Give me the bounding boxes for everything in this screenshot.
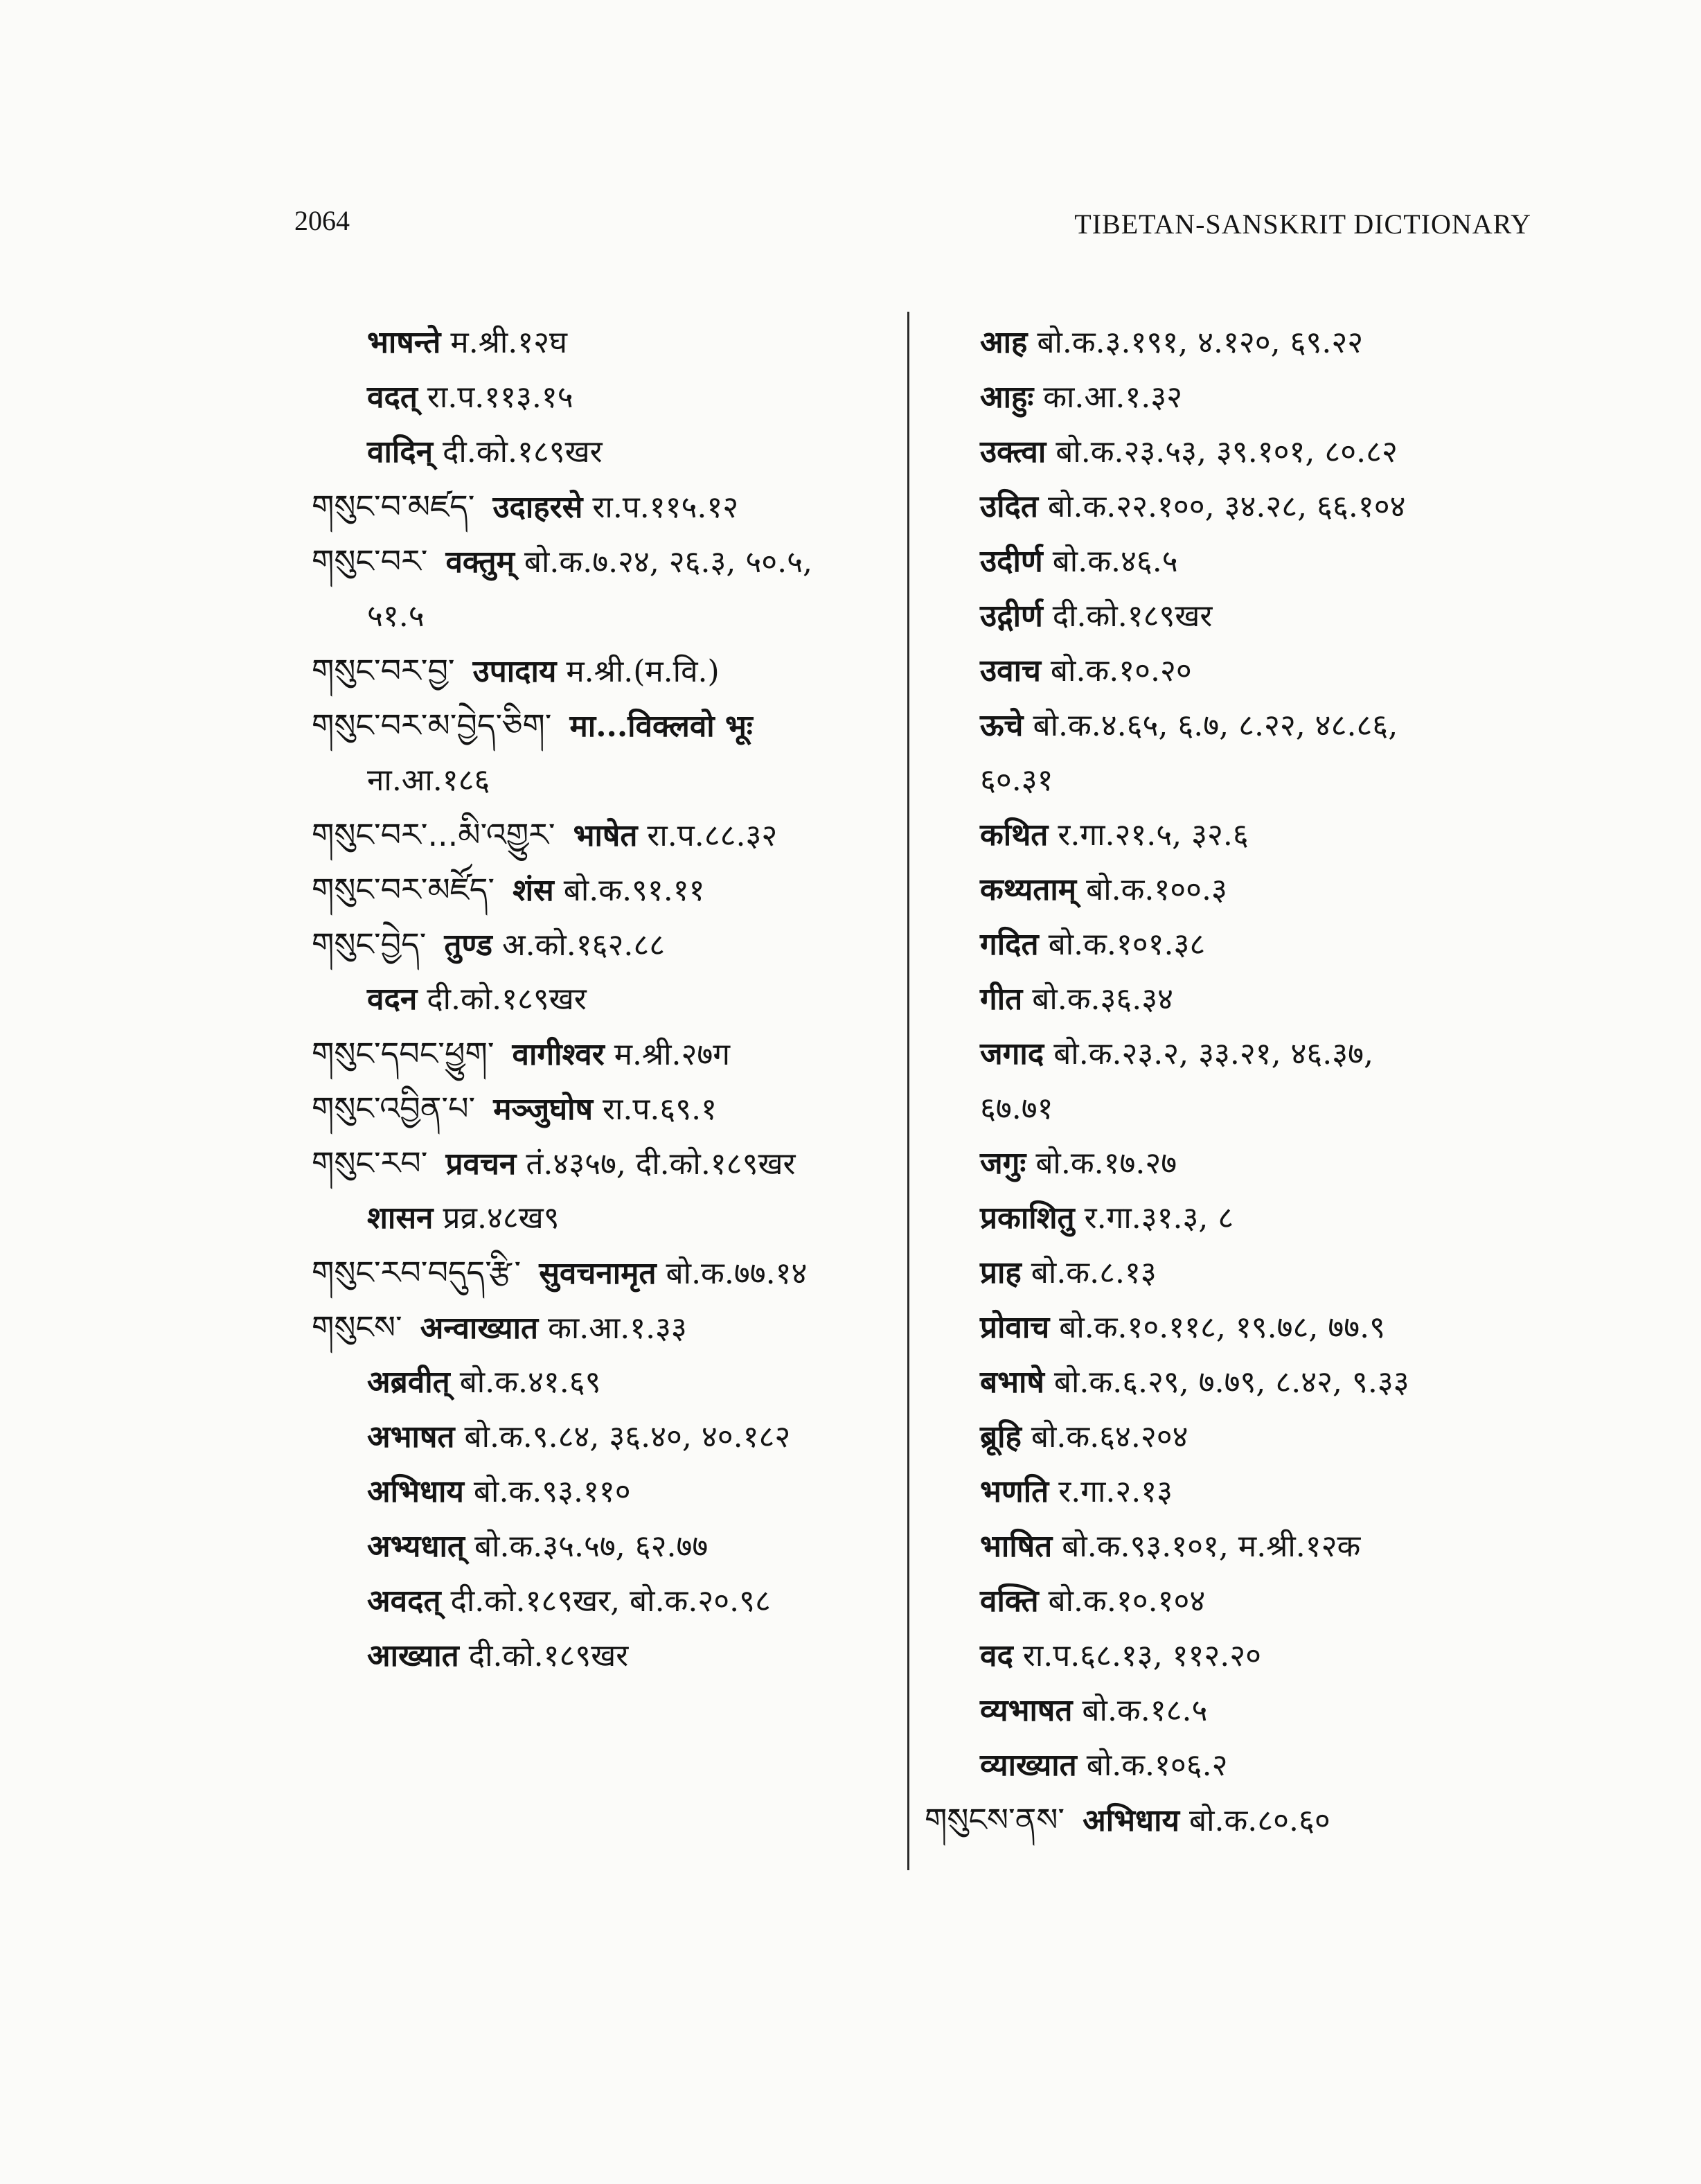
dictionary-entry-line — [925, 534, 1534, 589]
source-reference: रा.प.६८.१३, ११२.२० — [1022, 1638, 1262, 1673]
source-reference: बो.क.२२.१००, ३४.२८, ६६.१०४ — [1047, 489, 1406, 524]
sanskrit-headword: अभ्यधात् — [367, 1529, 465, 1564]
source-reference: बो.क.१०.११८, १९.७८, ७७.९ — [1059, 1310, 1385, 1345]
dictionary-entry-line — [925, 1628, 1534, 1683]
sanskrit-headword: गदित — [980, 927, 1039, 962]
dictionary-entry-line — [312, 753, 900, 808]
column-divider — [907, 312, 909, 1870]
sanskrit-headword: तुण्ड — [444, 927, 492, 963]
dictionary-entry-line — [312, 589, 900, 643]
source-reference: बो.क.१००.३ — [1086, 872, 1227, 907]
tibetan-term: གསུང་འབྱིན་པ་ — [312, 1090, 476, 1127]
dictionary-entry-line — [312, 1245, 900, 1300]
dictionary-entry-line — [312, 1519, 900, 1574]
sanskrit-headword: प्रकाशितु — [980, 1200, 1075, 1236]
sanskrit-headword: ऊचे — [980, 708, 1024, 743]
sanskrit-headword: शंस — [513, 873, 554, 908]
dictionary-entry-line — [925, 917, 1534, 972]
source-reference: रा.प.११५.१२ — [592, 490, 739, 525]
source-reference: दी.को.१८९खर — [443, 434, 603, 470]
sanskrit-headword: सुवचनामृत — [539, 1256, 657, 1291]
sanskrit-headword: प्रवचन — [445, 1146, 517, 1182]
tibetan-term: གསུང་རབ་བདུད་རྩི་ — [312, 1254, 522, 1291]
tibetan-term: གསུང་བར་མ་བྱེད་ཅིག་ — [312, 707, 552, 744]
tibetan-term: གསུང་བར་བྱ་ — [312, 652, 455, 689]
source-reference: रा.प.६९.१ — [603, 1092, 717, 1127]
source-reference: म.श्री.१२घ — [450, 325, 568, 360]
sanskrit-headword: शासन — [367, 1200, 434, 1236]
source-reference: बो.क.२३.५३, ३९.१०१, ८०.८२ — [1056, 434, 1398, 470]
source-reference: बो.क.९१.११ — [563, 873, 705, 908]
sanskrit-headword: अवदत् — [367, 1583, 441, 1619]
source-reference: का.आ.१.३२ — [1043, 380, 1182, 415]
source-reference: बो.क.१०.१०४ — [1048, 1583, 1206, 1619]
sanskrit-headword: अभाषत — [367, 1419, 455, 1455]
sanskrit-headword: भाषित — [980, 1529, 1053, 1564]
source-reference: दी.को.१८९खर — [427, 982, 587, 1017]
sanskrit-headword: उदीर्ण — [980, 544, 1043, 579]
source-reference: बो.क.३६.३४ — [1032, 982, 1174, 1017]
source-reference: बो.क.४१.६९ — [459, 1365, 601, 1400]
source-reference: बो.क.३.१९१, ४.१२०, ६९.२२ — [1037, 325, 1364, 360]
dictionary-entry-line — [925, 1464, 1534, 1519]
sanskrit-headword: बभाषे — [980, 1365, 1044, 1400]
source-reference: बो.क.८.१३ — [1031, 1255, 1157, 1290]
dictionary-entry-line — [312, 1628, 900, 1683]
dictionary-entry-line — [312, 479, 900, 534]
sanskrit-headword: उवाच — [980, 653, 1041, 689]
sanskrit-headword: भाषन्ते — [367, 325, 441, 360]
sanskrit-headword: भाषेत — [573, 818, 638, 853]
dictionary-entry-line — [925, 479, 1534, 534]
sanskrit-headword: वदन — [367, 982, 418, 1017]
sanskrit-headword: उदाहरसे — [492, 490, 583, 525]
sanskrit-headword: कथ्यताम् — [980, 872, 1077, 907]
source-reference: बो.क.१८.५ — [1082, 1693, 1208, 1728]
sanskrit-headword: उपादाय — [472, 654, 557, 689]
source-reference: बो.क.४६.५ — [1052, 544, 1178, 579]
dictionary-entry-line — [925, 1574, 1534, 1628]
sanskrit-headword: वदत् — [367, 380, 418, 415]
sanskrit-headword: मा...विक्लवो भूः — [569, 709, 753, 744]
dictionary-entry-line — [312, 1136, 900, 1191]
tibetan-term: གསུང་བར་...མི་འགྱུར་ — [312, 816, 555, 853]
dictionary-entry-line — [312, 1300, 900, 1355]
source-reference: र.गा.२.१३ — [1058, 1474, 1173, 1509]
dictionary-entry-line — [925, 1191, 1534, 1245]
dictionary-entry-line — [312, 1464, 900, 1519]
source-reference: बो.क.२३.२, ३३.२१, ४६.३७, — [1053, 1036, 1374, 1072]
tibetan-term: གསུངས་ — [312, 1308, 402, 1346]
dictionary-entry-line — [312, 1410, 900, 1464]
source-reference: र.गा.२१.५, ३२.६ — [1058, 817, 1249, 853]
left-column — [312, 315, 900, 1683]
dictionary-entry-line — [312, 1191, 900, 1245]
dictionary-entry-line — [925, 589, 1534, 643]
dictionary-entry-line — [925, 1245, 1534, 1300]
dictionary-entry-line — [925, 972, 1534, 1027]
source-reference: बो.क.३५.५७, ६२.७७ — [474, 1529, 709, 1564]
source-reference: बो.क.१०१.३८ — [1048, 927, 1206, 962]
dictionary-entry-line — [312, 808, 900, 862]
dictionary-entry-line — [925, 425, 1534, 479]
sanskrit-headword: वक्ति — [980, 1583, 1039, 1619]
source-reference: ना.आ.१८६ — [367, 763, 490, 798]
sanskrit-headword: कथित — [980, 817, 1049, 853]
sanskrit-headword: वद — [980, 1638, 1013, 1673]
dictionary-entry-line — [925, 698, 1534, 753]
tibetan-term: གསུང་བར་ — [312, 542, 428, 580]
source-reference: र.गा.३१.३, ८ — [1084, 1200, 1234, 1236]
dictionary-entry-line — [312, 698, 900, 753]
sanskrit-headword: व्याख्यात — [980, 1748, 1077, 1783]
dictionary-entry-line — [312, 1027, 900, 1081]
source-reference: बो.क.९.८४, ३६.४०, ४०.१८२ — [464, 1419, 791, 1455]
dictionary-entry-line — [925, 1355, 1534, 1410]
source-reference: बो.क.१०६.२ — [1086, 1748, 1228, 1783]
source-reference: बो.क.७.२४, २६.३, ५०.५, — [524, 544, 813, 580]
tibetan-term: གསུང་དབང་ཕྱུག་ — [312, 1035, 495, 1072]
tibetan-term: གསུང་བ་མཛད་ — [312, 488, 475, 525]
dictionary-entry-line — [925, 315, 1534, 370]
dictionary-entry-line — [925, 1136, 1534, 1191]
right-column — [925, 315, 1534, 1847]
source-reference: बो.क.१७.२७ — [1035, 1146, 1177, 1181]
tibetan-term: གསུང་རབ་ — [312, 1144, 428, 1182]
sanskrit-headword: अन्वाख्यात — [420, 1311, 539, 1346]
tibetan-term: གསུངས་ནས་ — [925, 1801, 1065, 1838]
source-reference: म.श्री.२७ग — [614, 1037, 731, 1072]
source-reference: ६०.३१ — [980, 763, 1053, 798]
sanskrit-headword: प्राह — [980, 1255, 1022, 1290]
source-reference: ६७.७१ — [980, 1091, 1053, 1126]
dictionary-entry-line — [925, 1300, 1534, 1355]
source-reference: बो.क.४.६५, ६.७, ८.२२, ४८.८६, — [1033, 708, 1398, 743]
sanskrit-headword: भणति — [980, 1474, 1049, 1509]
dictionary-entry-line — [925, 808, 1534, 862]
source-reference: प्रव्र.४८ख९ — [443, 1200, 560, 1236]
sanskrit-headword: वादिन् — [367, 434, 434, 470]
source-reference: ५१.५ — [367, 598, 425, 634]
page-number: 2064 — [294, 205, 350, 236]
running-title: TIBETAN-SANSKRIT DICTIONARY — [1074, 208, 1531, 240]
source-reference: बो.क.९३.१०१, म.श्री.१२क — [1062, 1529, 1361, 1564]
sanskrit-headword: आख्यात — [367, 1638, 459, 1673]
dictionary-entry-line — [925, 1027, 1534, 1081]
sanskrit-headword: जगाद — [980, 1036, 1044, 1072]
dictionary-entry-line — [312, 315, 900, 370]
sanskrit-headword: अभिधाय — [367, 1474, 464, 1509]
sanskrit-headword: उद्गीर्ण — [980, 598, 1043, 634]
dictionary-entry-line — [312, 862, 900, 917]
sanskrit-headword: उदित — [980, 489, 1038, 524]
source-reference: बो.क.१०.२० — [1050, 653, 1192, 689]
source-reference: का.आ.१.३३ — [548, 1311, 687, 1346]
dictionary-entry-line — [925, 1738, 1534, 1793]
dictionary-entry-line — [925, 1683, 1534, 1738]
source-reference: रा.प.११३.१५ — [427, 380, 573, 415]
sanskrit-headword: आह — [980, 325, 1028, 360]
sanskrit-headword: प्रोवाच — [980, 1310, 1050, 1345]
tibetan-term: གསུང་བྱེད་ — [312, 925, 427, 963]
dictionary-entry-line — [312, 917, 900, 972]
dictionary-entry-line — [925, 370, 1534, 425]
tibetan-term: གསུང་བར་མཛོད་ — [312, 871, 495, 908]
sanskrit-headword: वक्तुम् — [445, 544, 515, 580]
dictionary-entry-line — [312, 972, 900, 1027]
dictionary-entry-line — [925, 1081, 1534, 1136]
source-reference: बो.क.८०.६० — [1189, 1803, 1330, 1838]
sanskrit-headword: आहुः — [980, 380, 1034, 415]
sanskrit-headword: मञ्जुघोष — [493, 1092, 594, 1127]
sanskrit-headword: उक्त्वा — [980, 434, 1047, 470]
source-reference: बो.क.६४.२०४ — [1031, 1419, 1188, 1455]
sanskrit-headword: अब्रवीत् — [367, 1365, 450, 1400]
dictionary-entry-line — [312, 1574, 900, 1628]
source-reference: तं.४३५७, दी.को.१८९खर — [526, 1146, 796, 1182]
dictionary-entry-line — [312, 643, 900, 698]
sanskrit-headword: ब्रूहि — [980, 1419, 1022, 1455]
dictionary-entry-line — [312, 1355, 900, 1410]
source-reference: बो.क.७७.१४ — [666, 1256, 808, 1291]
source-reference: म.श्री.(म.वि.) — [566, 654, 720, 689]
dictionary-entry-line — [925, 643, 1534, 698]
dictionary-entry-line — [925, 1410, 1534, 1464]
source-reference: दी.को.१८९खर — [468, 1638, 629, 1673]
source-reference: दी.को.१८९खर — [1052, 598, 1213, 634]
dictionary-entry-line — [925, 1793, 1534, 1847]
dictionary-entry-line — [312, 534, 900, 589]
dictionary-entry-line — [925, 862, 1534, 917]
dictionary-entry-line — [312, 1081, 900, 1136]
source-reference: अ.को.१६२.८८ — [501, 927, 666, 963]
sanskrit-headword: व्यभाषत — [980, 1693, 1073, 1728]
sanskrit-headword: वागीश्वर — [512, 1037, 605, 1072]
sanskrit-headword: अभिधाय — [1083, 1803, 1179, 1838]
dictionary-entry-line — [312, 425, 900, 479]
dictionary-entry-line — [925, 1519, 1534, 1574]
source-reference: बो.क.९३.११० — [473, 1474, 631, 1509]
dictionary-entry-line — [312, 370, 900, 425]
dictionary-entry-line — [925, 753, 1534, 808]
source-reference: दी.को.१८९खर, बो.क.२०.९८ — [450, 1583, 771, 1619]
sanskrit-headword: जगुः — [980, 1146, 1026, 1181]
sanskrit-headword: गीत — [980, 982, 1023, 1017]
source-reference: बो.क.६.२९, ७.७९, ८.४२, ९.३३ — [1053, 1365, 1409, 1400]
source-reference: रा.प.८८.३२ — [647, 818, 778, 853]
